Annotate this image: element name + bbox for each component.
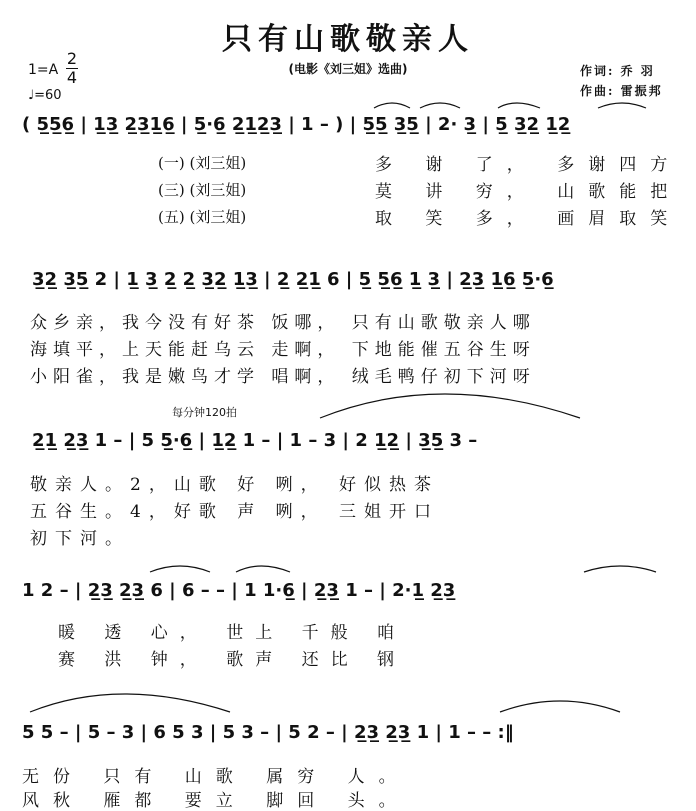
- line-2-lyric-1: 众乡亲，我今没有好茶 饭哪， 只有山歌敬亲人哪: [30, 313, 536, 333]
- line-3-lyric-1: 敬亲人。2，山歌 好 咧， 好似热茶: [30, 475, 440, 495]
- key-signature: 1=A: [28, 62, 59, 78]
- slur-mark: [236, 566, 290, 572]
- verse-5-label: (五) (刘三姐): [158, 208, 247, 226]
- slur-mark: [584, 566, 656, 572]
- verse-1-label: (一) (刘三姐): [158, 154, 247, 172]
- slur-mark: [420, 103, 460, 108]
- slur-mark: [498, 103, 540, 108]
- notation-line-2: 3̲2̲ 3̲5̲ 2 | 1̲ 3̲ 2̲ 2̲ 3̲2̲ 1̲3̲ | 2̲ 2̲1̲ 6 | 5̲ 5̲6̲ 1̲ 3̲ | 2̲3̲ 1̲6̲ 5̲·6̲: [32, 269, 554, 290]
- song-title: 只有山歌敬亲人: [222, 22, 474, 57]
- line-2-lyric-3: 小阳雀，我是嫩鸟才学 唱啊， 绒毛鸭仔初下河呀: [30, 367, 536, 387]
- time-bottom: 4: [66, 68, 78, 87]
- line-2-lyric-2: 海填平，上天能赶乌云 走啊， 下地能催五谷生呀: [30, 340, 536, 360]
- lyricist-credit: 作词: 乔 羽: [580, 64, 655, 78]
- line-4-lyric-2: 赛 洪 钟， 歌声 还比 钢: [58, 650, 407, 670]
- quarter-note-icon: ♩: [28, 88, 35, 103]
- line-4-lyric-1: 暖 透 心， 世上 千般 咱: [58, 623, 407, 643]
- song-subtitle: (电影《刘三姐》选曲): [288, 62, 408, 76]
- line-3-lyric-2: 五谷生。4，好歌 声 咧， 三姐开口: [30, 502, 440, 522]
- slur-mark: [598, 103, 646, 108]
- slur-mark: [374, 103, 410, 108]
- notation-line-1: ( 5̲5̲6̲ | 1̲3̲ 2̲3̲1̲6̲ | 5̲·6̲ 2̲1̲2̲3̲ | 1 – ) | 5̲5̲ 3̲5̲ | 2· 3̲ | 5̲ 3̲2̲ 1̲2̲: [22, 114, 571, 135]
- line-5-lyric-2: 风秋 雁都 要立 脚回 头。: [22, 791, 410, 811]
- verse-3-lyrics: 莫 讲 穷， 山歌能把: [375, 182, 682, 202]
- verse-1-lyrics: 多 谢 了， 多谢四方: [375, 155, 682, 175]
- tempo-change-mark: 每分钟120拍: [172, 406, 237, 419]
- notation-line-5: 5 5 – | 5 – 3 | 6 5 3 | 5 3 – | 5 2 – | 2̲3̲ 2̲3̲ 1 | 1 – – :‖: [22, 722, 514, 743]
- composer-credit: 作曲: 雷振邦: [580, 84, 663, 98]
- slur-mark: [500, 701, 620, 712]
- line-5-lyric-1: 无份 只有 山歌 属穷 人。: [22, 767, 410, 787]
- verse-3-label: (三) (刘三姐): [158, 181, 247, 199]
- line-3-lyric-3: 初下河。: [30, 529, 130, 549]
- notation-line-4: 1 2 – | 2̲3̲ 2̲3̲ 6 | 6 – – | 1 1·6̲ | 2̲3̲ 1 – | 2·1̲ 2̲3̲: [22, 580, 456, 601]
- verse-5-lyrics: 取 笑 多， 画眉取笑: [375, 209, 682, 229]
- notation-line-3: 2̲1̲ 2̲3̲ 1 – | 5 5̲·6̲ | 1̲2̲ 1 – | 1 – 3 | 2 1̲2̲ | 3̲5̲ 3 –: [32, 430, 478, 451]
- slur-mark: [150, 566, 210, 572]
- slur-mark: [30, 694, 230, 712]
- time-top: 2: [66, 49, 78, 68]
- tempo-marking: ♩=60: [28, 88, 62, 103]
- slur-mark: [320, 394, 580, 418]
